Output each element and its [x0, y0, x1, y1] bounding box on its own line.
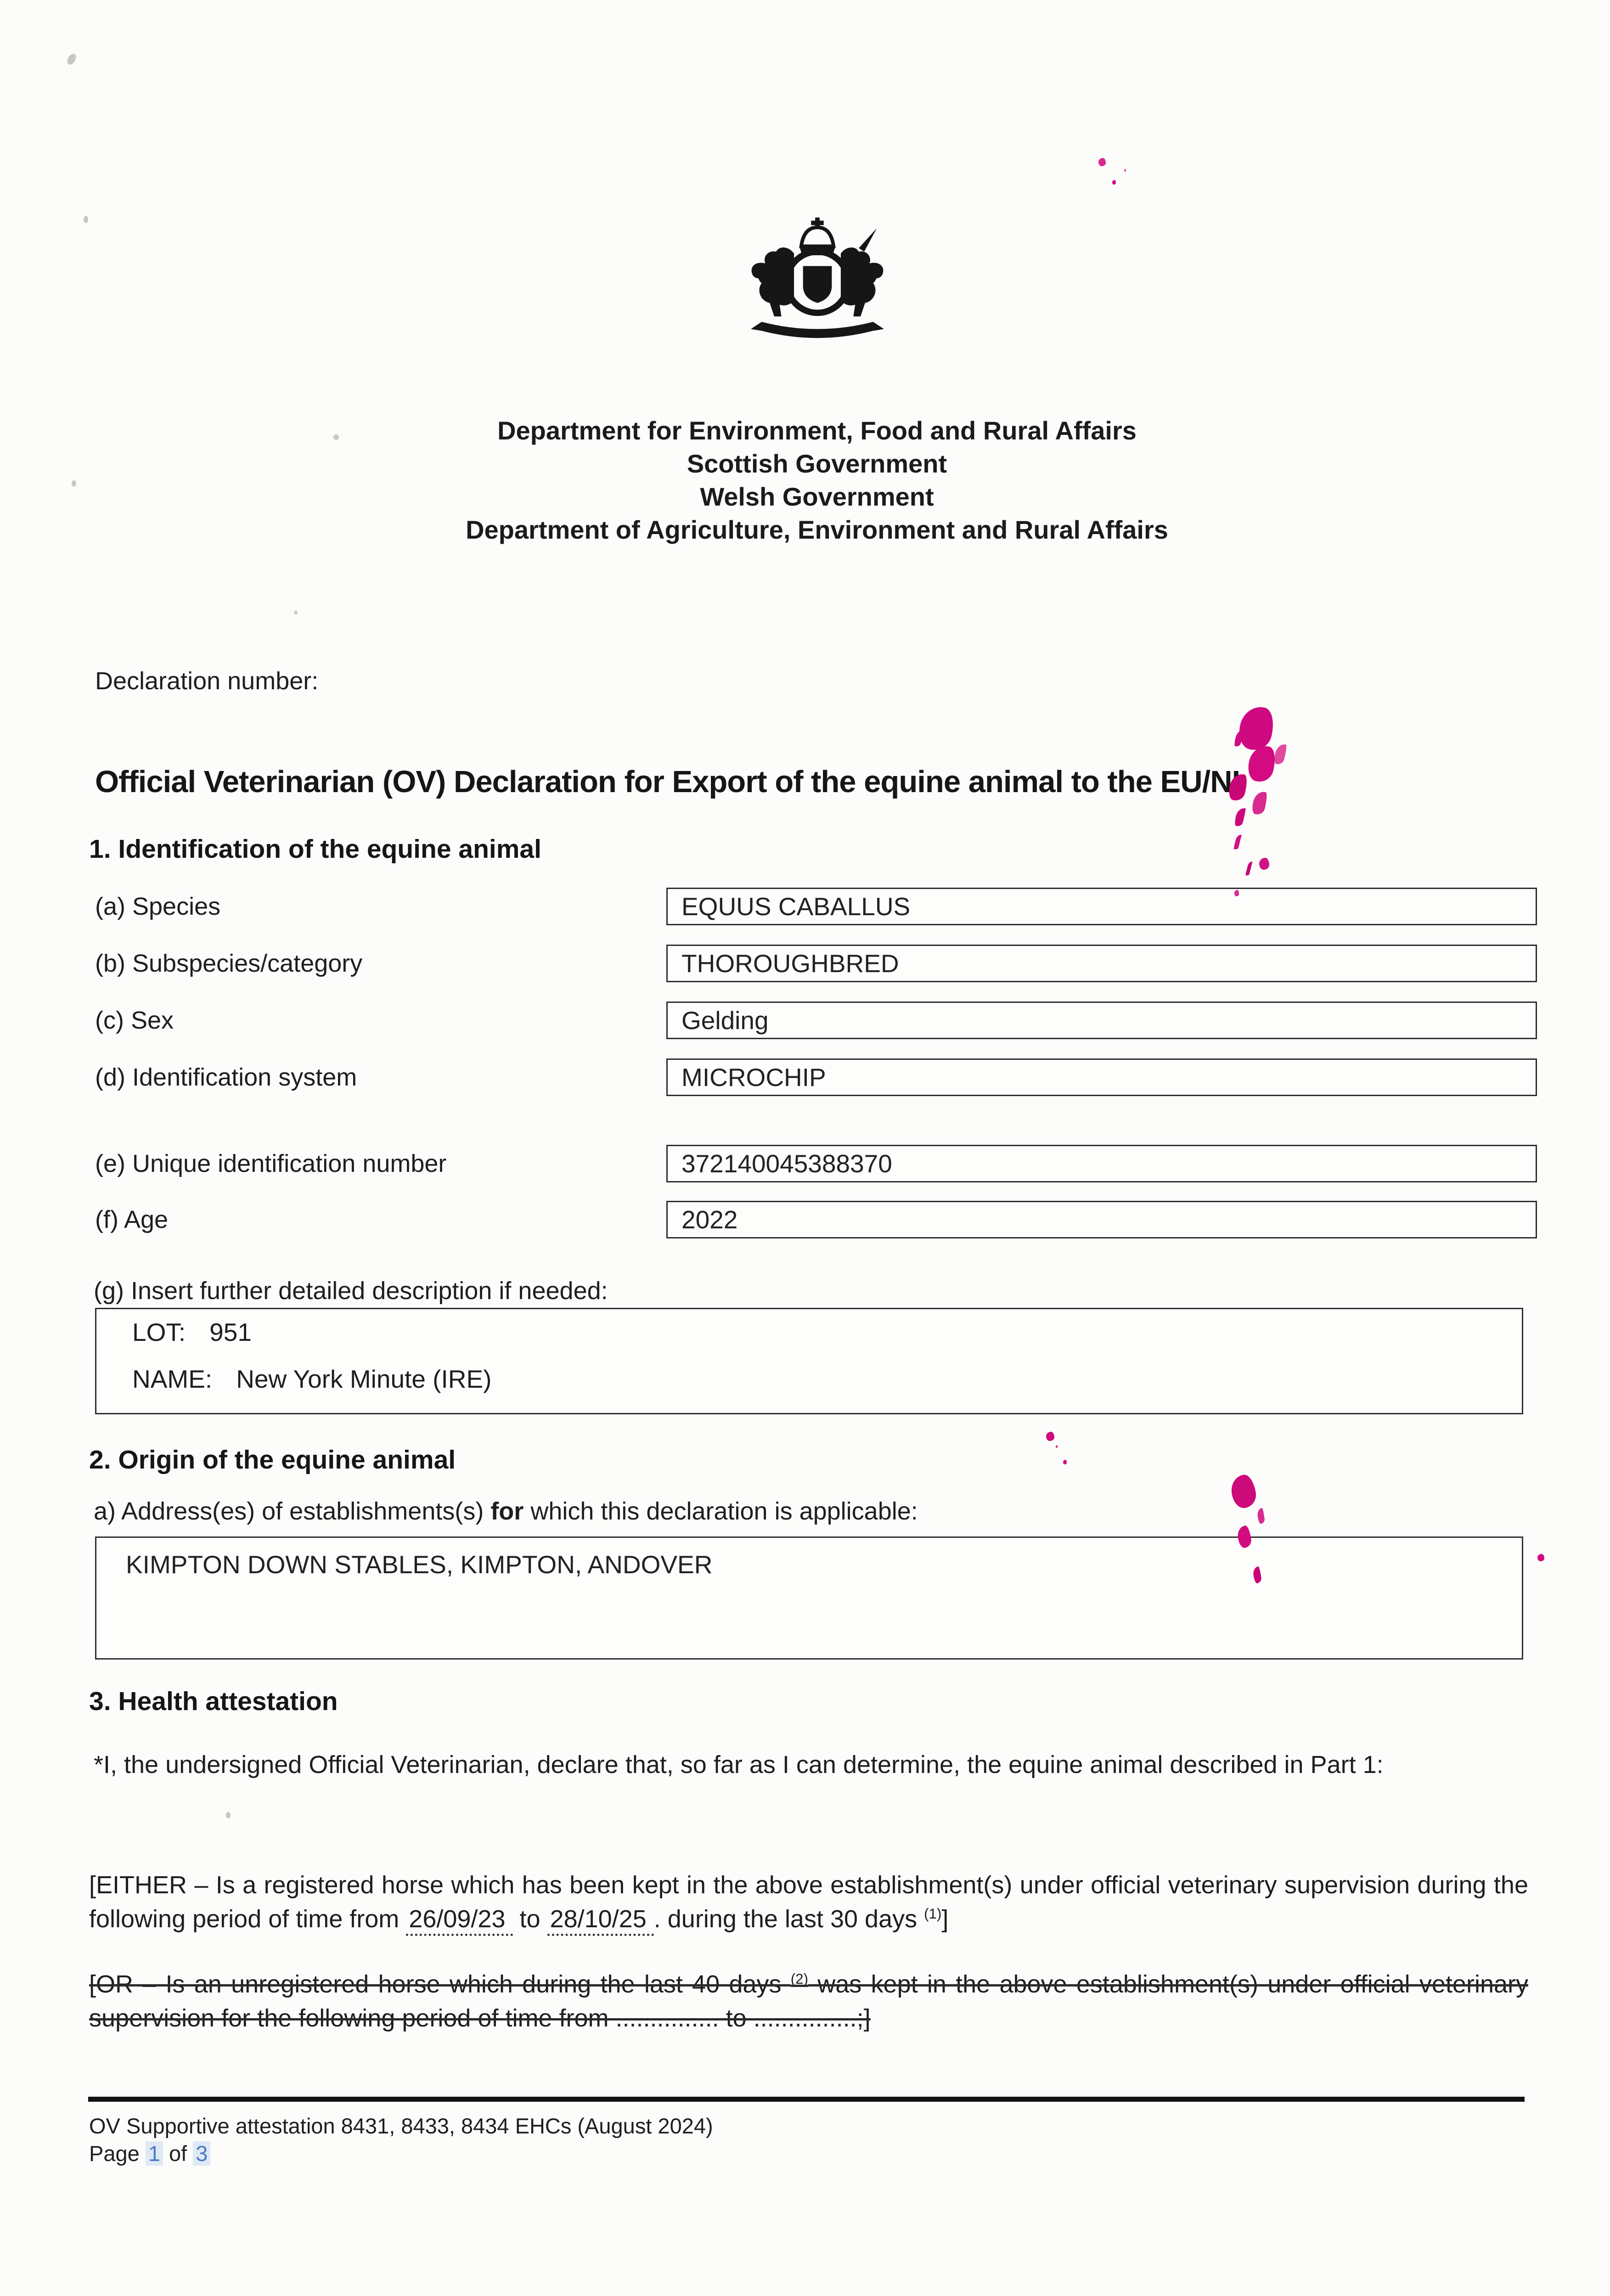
sex-label: (c) Sex [95, 1007, 174, 1034]
department-line: Scottish Government [687, 449, 947, 478]
scan-speck [84, 216, 88, 223]
department-header [12, 414, 1610, 546]
address-value: KIMPTON DOWN STABLES, KIMPTON, ANDOVER [126, 1550, 713, 1579]
field-row-unique-id [95, 1145, 1537, 1182]
scan-speck [66, 52, 78, 67]
field-row-identification-system [95, 1058, 1537, 1096]
either-clause: [EITHER – Is a registered horse which has been kept in the above establishment(s) under official veterinary supervision during the following period of time from 26/09/23 to 28/10/25 . during the last 30 days $^{(1)}$] [89, 1868, 1528, 1936]
section-2-heading: 2. Origin of the equine animal [89, 1445, 456, 1474]
declaration-number-label: Declaration number: [95, 667, 319, 695]
field-row-subspecies [95, 945, 1537, 982]
sex-value-box[interactable] [666, 1002, 1537, 1039]
department-line: Department of Agriculture, Environment and Rural Affairs [466, 515, 1168, 544]
sex-value: Gelding [681, 1006, 769, 1035]
subspecies-value-box[interactable] [666, 945, 1537, 982]
footnote-1-marker: (1) [924, 1906, 942, 1922]
unique-id-value-box[interactable] [666, 1145, 1537, 1182]
ink-stain [1259, 858, 1269, 870]
lot-line [132, 1317, 252, 1347]
species-value: EQUUS CABALLUS [681, 892, 911, 921]
footer-divider [88, 2097, 1525, 2102]
page-title: Official Veterinarian (OV) Declaration for Export of the equine animal to the EU/NI [95, 765, 1240, 799]
section-3-heading: 3. Health attestation [89, 1687, 338, 1716]
field-row-species [95, 888, 1537, 925]
identification-system-label: (d) Identification system [95, 1064, 357, 1091]
identification-system-value-box[interactable] [666, 1058, 1537, 1096]
further-description-box[interactable] [95, 1308, 1523, 1414]
name-value: New York Minute (IRE) [236, 1365, 492, 1393]
royal-coat-of-arms-icon [709, 215, 925, 378]
page-current: 1 [146, 2141, 163, 2166]
age-value-box[interactable] [666, 1201, 1537, 1238]
field-row-sex [95, 1002, 1537, 1039]
footer-attestation: OV Supportive attestation 8431, 8433, 8434 EHCs (August 2024) [89, 2114, 713, 2138]
date-to-field[interactable]: 28/10/25 [547, 1905, 654, 1936]
date-from-field[interactable]: 26/09/23 [406, 1905, 512, 1936]
unique-id-label: (e) Unique identification number [95, 1150, 447, 1177]
further-description-label: (g) Insert further detailed description if needed: [94, 1277, 608, 1305]
species-label: (a) Species [95, 893, 221, 920]
ink-stain [1229, 1474, 1258, 1510]
ink-stain [1098, 158, 1106, 166]
scan-speck [72, 480, 76, 487]
attestation-intro: *I, the undersigned Official Veterinarian, declare that, so far as I can determine, the equine animal described in Part 1: [94, 1751, 1384, 1778]
subspecies-label: (b) Subspecies/category [95, 950, 363, 977]
department-line: Department for Environment, Food and Rural Affairs [497, 416, 1137, 445]
scan-speck [294, 611, 298, 614]
footer-page-indicator: Page 1 of 3 [89, 2141, 210, 2166]
age-value: 2022 [681, 1205, 738, 1234]
footnote-2-marker: (2) [790, 1971, 809, 1987]
identification-system-value: MICROCHIP [681, 1063, 826, 1092]
lot-label: LOT: [132, 1318, 186, 1346]
subspecies-value: THOROUGHBRED [681, 949, 899, 978]
ink-stain [1537, 1554, 1544, 1561]
species-value-box[interactable] [666, 888, 1537, 925]
age-label: (f) Age [95, 1206, 169, 1233]
address-box[interactable] [95, 1536, 1523, 1660]
field-row-age [95, 1201, 1537, 1238]
unique-id-value: 372140045388370 [681, 1149, 892, 1178]
department-line: Welsh Government [700, 482, 934, 511]
section-1-heading: 1. Identification of the equine animal [89, 834, 541, 864]
ink-stain [1235, 703, 1278, 754]
scan-speck [226, 1812, 231, 1818]
name-line [132, 1364, 492, 1394]
or-clause-struck: [OR – Is an unregistered horse which during the last 40 days $^{(2)}$ was kept in the above establishment(s) under official veterinary supervision for the following period of time from ............... to ...............;] [89, 1970, 1528, 2032]
page-total: 3 [193, 2141, 210, 2166]
lot-value: 951 [209, 1318, 252, 1346]
scan-speck [333, 434, 339, 440]
address-label: a) Address(es) of establishments(s) for which this declaration is applicable: [94, 1497, 918, 1525]
ink-stain [1046, 1432, 1054, 1441]
name-label: NAME: [132, 1365, 213, 1393]
